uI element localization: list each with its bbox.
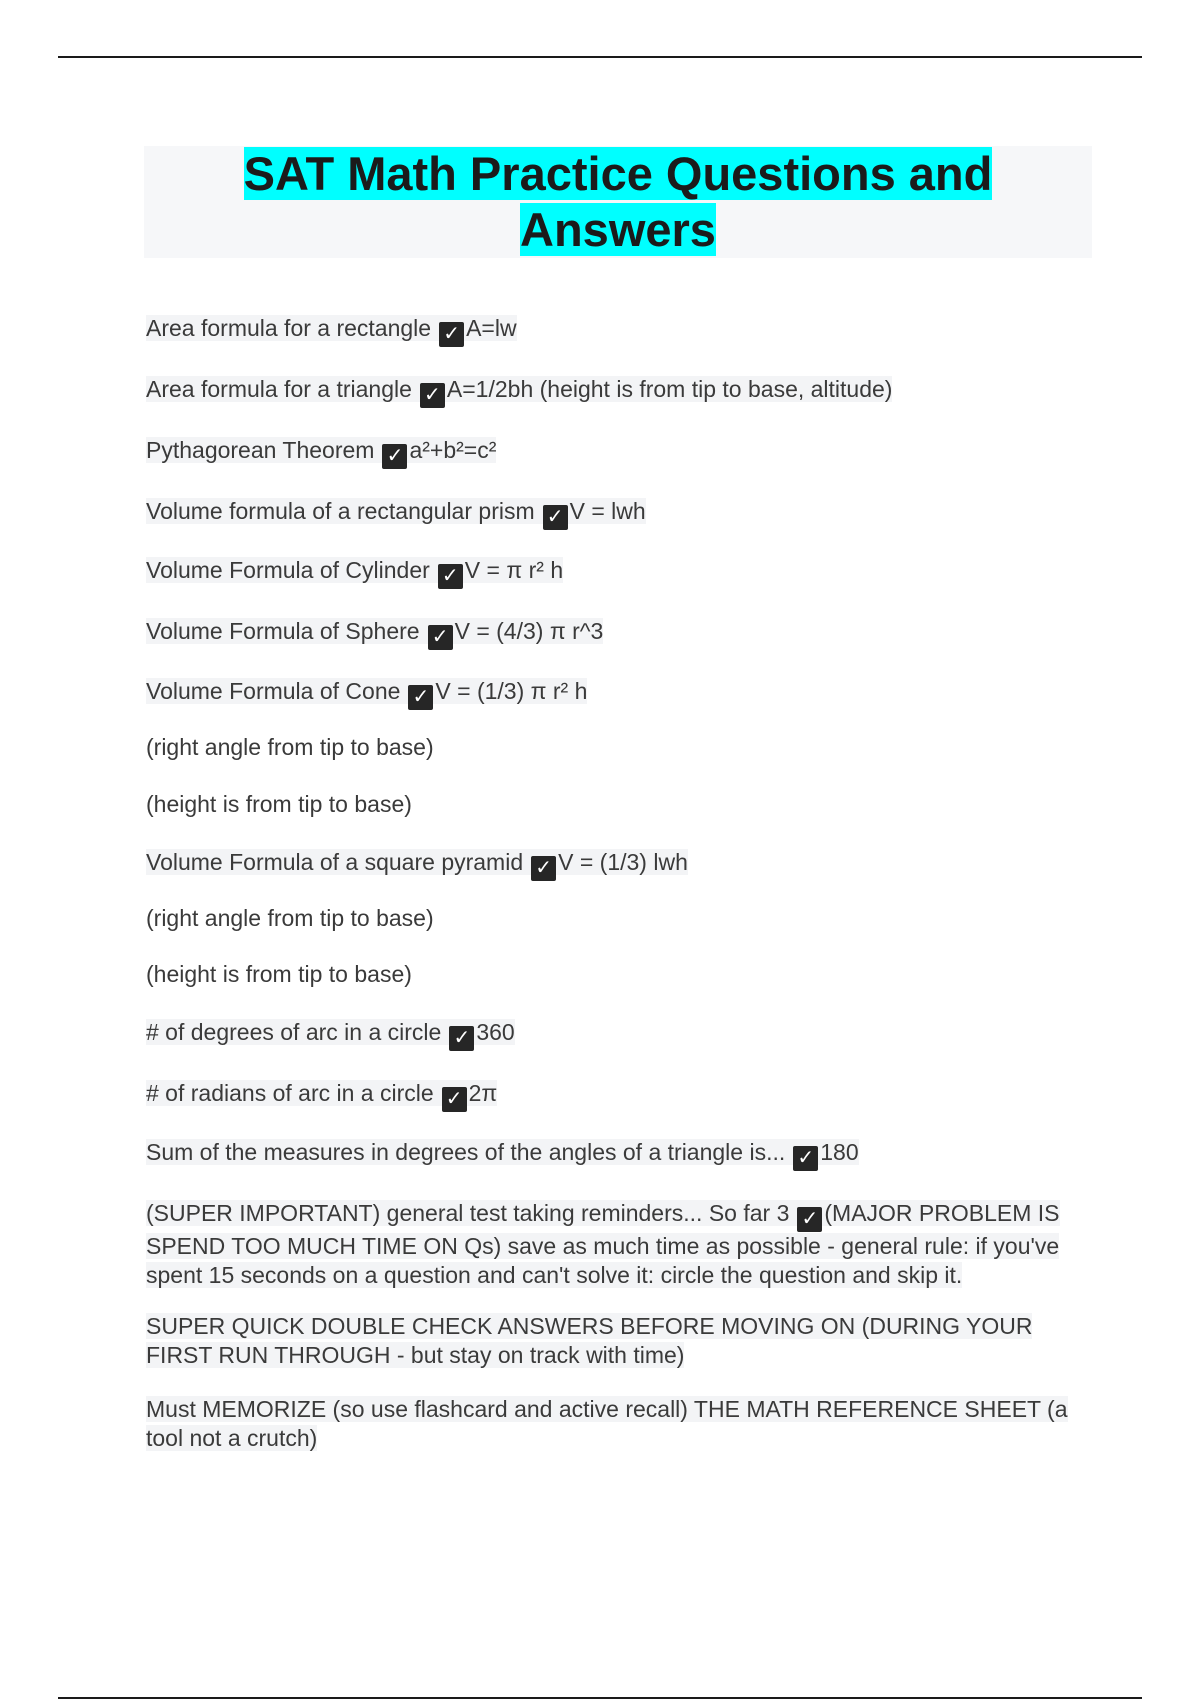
item-question: Volume Formula of Cylinder — [146, 557, 430, 583]
list-item — [146, 1199, 1096, 1290]
check-box-icon: ✓ — [543, 505, 568, 530]
list-item — [146, 848, 688, 881]
check-box-icon: ✓ — [442, 1087, 467, 1112]
item-question: Volume Formula of a square pyramid — [146, 849, 524, 875]
item-question: # of degrees of arc in a circle — [146, 1019, 442, 1045]
check-box-icon: ✓ — [420, 383, 445, 408]
check-box-icon: ✓ — [408, 685, 433, 710]
list-item — [146, 1395, 1096, 1453]
item-text: Must MEMORIZE (so use flashcard and active recall) THE MATH REFERENCE SHEET (a tool not a crutch) — [146, 1396, 1068, 1451]
check-box-icon: ✓ — [531, 856, 556, 881]
list-item-note — [146, 960, 412, 989]
list-item — [146, 1138, 859, 1171]
list-item-note — [146, 790, 412, 819]
item-question: Volume formula of a rectangular prism — [146, 498, 535, 524]
item-answer: V = π r² h — [464, 557, 564, 583]
list-item — [146, 1312, 1096, 1370]
top-rule — [58, 56, 1142, 58]
item-answer: 2π — [468, 1080, 498, 1106]
item-answer: V = lwh — [569, 498, 646, 524]
check-box-icon: ✓ — [382, 444, 407, 469]
item-note: (right angle from tip to base) — [146, 734, 434, 760]
item-note: (height is from tip to base) — [146, 961, 412, 987]
item-question: Area formula for a triangle — [146, 376, 412, 402]
item-question: (SUPER IMPORTANT) general test taking reminders... So far 3 — [146, 1200, 790, 1226]
check-box-icon: ✓ — [439, 322, 464, 347]
list-item — [146, 314, 517, 347]
item-answer: A=1/2bh (height is from tip to base, altitude) — [446, 376, 893, 402]
title-banner — [144, 146, 1092, 258]
item-answer: 360 — [476, 1019, 515, 1045]
check-box-icon: ✓ — [797, 1207, 822, 1232]
list-item — [146, 617, 603, 650]
list-item — [146, 1079, 497, 1112]
item-answer: A=lw — [466, 315, 517, 341]
check-box-icon: ✓ — [438, 564, 463, 589]
page-title: SAT Math Practice Questions and Answers — [243, 147, 993, 256]
item-question: # of radians of arc in a circle — [146, 1080, 434, 1106]
list-item — [146, 677, 587, 710]
item-note: (right angle from tip to base) — [146, 905, 434, 931]
item-answer: 180 — [820, 1139, 859, 1165]
check-box-icon: ✓ — [428, 625, 453, 650]
list-item — [146, 375, 892, 408]
item-answer: a²+b²=c² — [409, 437, 497, 463]
list-item — [146, 556, 563, 589]
item-text: SUPER QUICK DOUBLE CHECK ANSWERS BEFORE MOVING ON (DURING YOUR FIRST RUN THROUGH - but stay on track with time) — [146, 1313, 1033, 1368]
check-box-icon: ✓ — [793, 1146, 818, 1171]
item-answer: V = (1/3) lwh — [558, 849, 688, 875]
check-box-icon: ✓ — [449, 1026, 474, 1051]
list-item-note — [146, 733, 434, 762]
item-question: Area formula for a rectangle — [146, 315, 432, 341]
item-answer: V = (4/3) π r^3 — [454, 618, 604, 644]
list-item-note — [146, 904, 434, 933]
item-question: Volume Formula of Sphere — [146, 618, 420, 644]
list-item — [146, 497, 646, 530]
list-item — [146, 436, 496, 469]
item-question: Volume Formula of Cone — [146, 678, 401, 704]
list-item — [146, 1018, 515, 1051]
item-answer: V = (1/3) π r² h — [435, 678, 588, 704]
bottom-rule — [58, 1697, 1142, 1699]
item-question: Pythagorean Theorem — [146, 437, 375, 463]
item-note: (height is from tip to base) — [146, 791, 412, 817]
item-answer: (MAJOR PROBLEM IS SPEND TOO MUCH TIME ON Qs) save as much time as possible - general rule: if you've spent 15 seconds on a question and can't solve it: circle the question and skip it. — [146, 1200, 1060, 1288]
item-question: Sum of the measures in degrees of the angles of a triangle is... — [146, 1139, 786, 1165]
